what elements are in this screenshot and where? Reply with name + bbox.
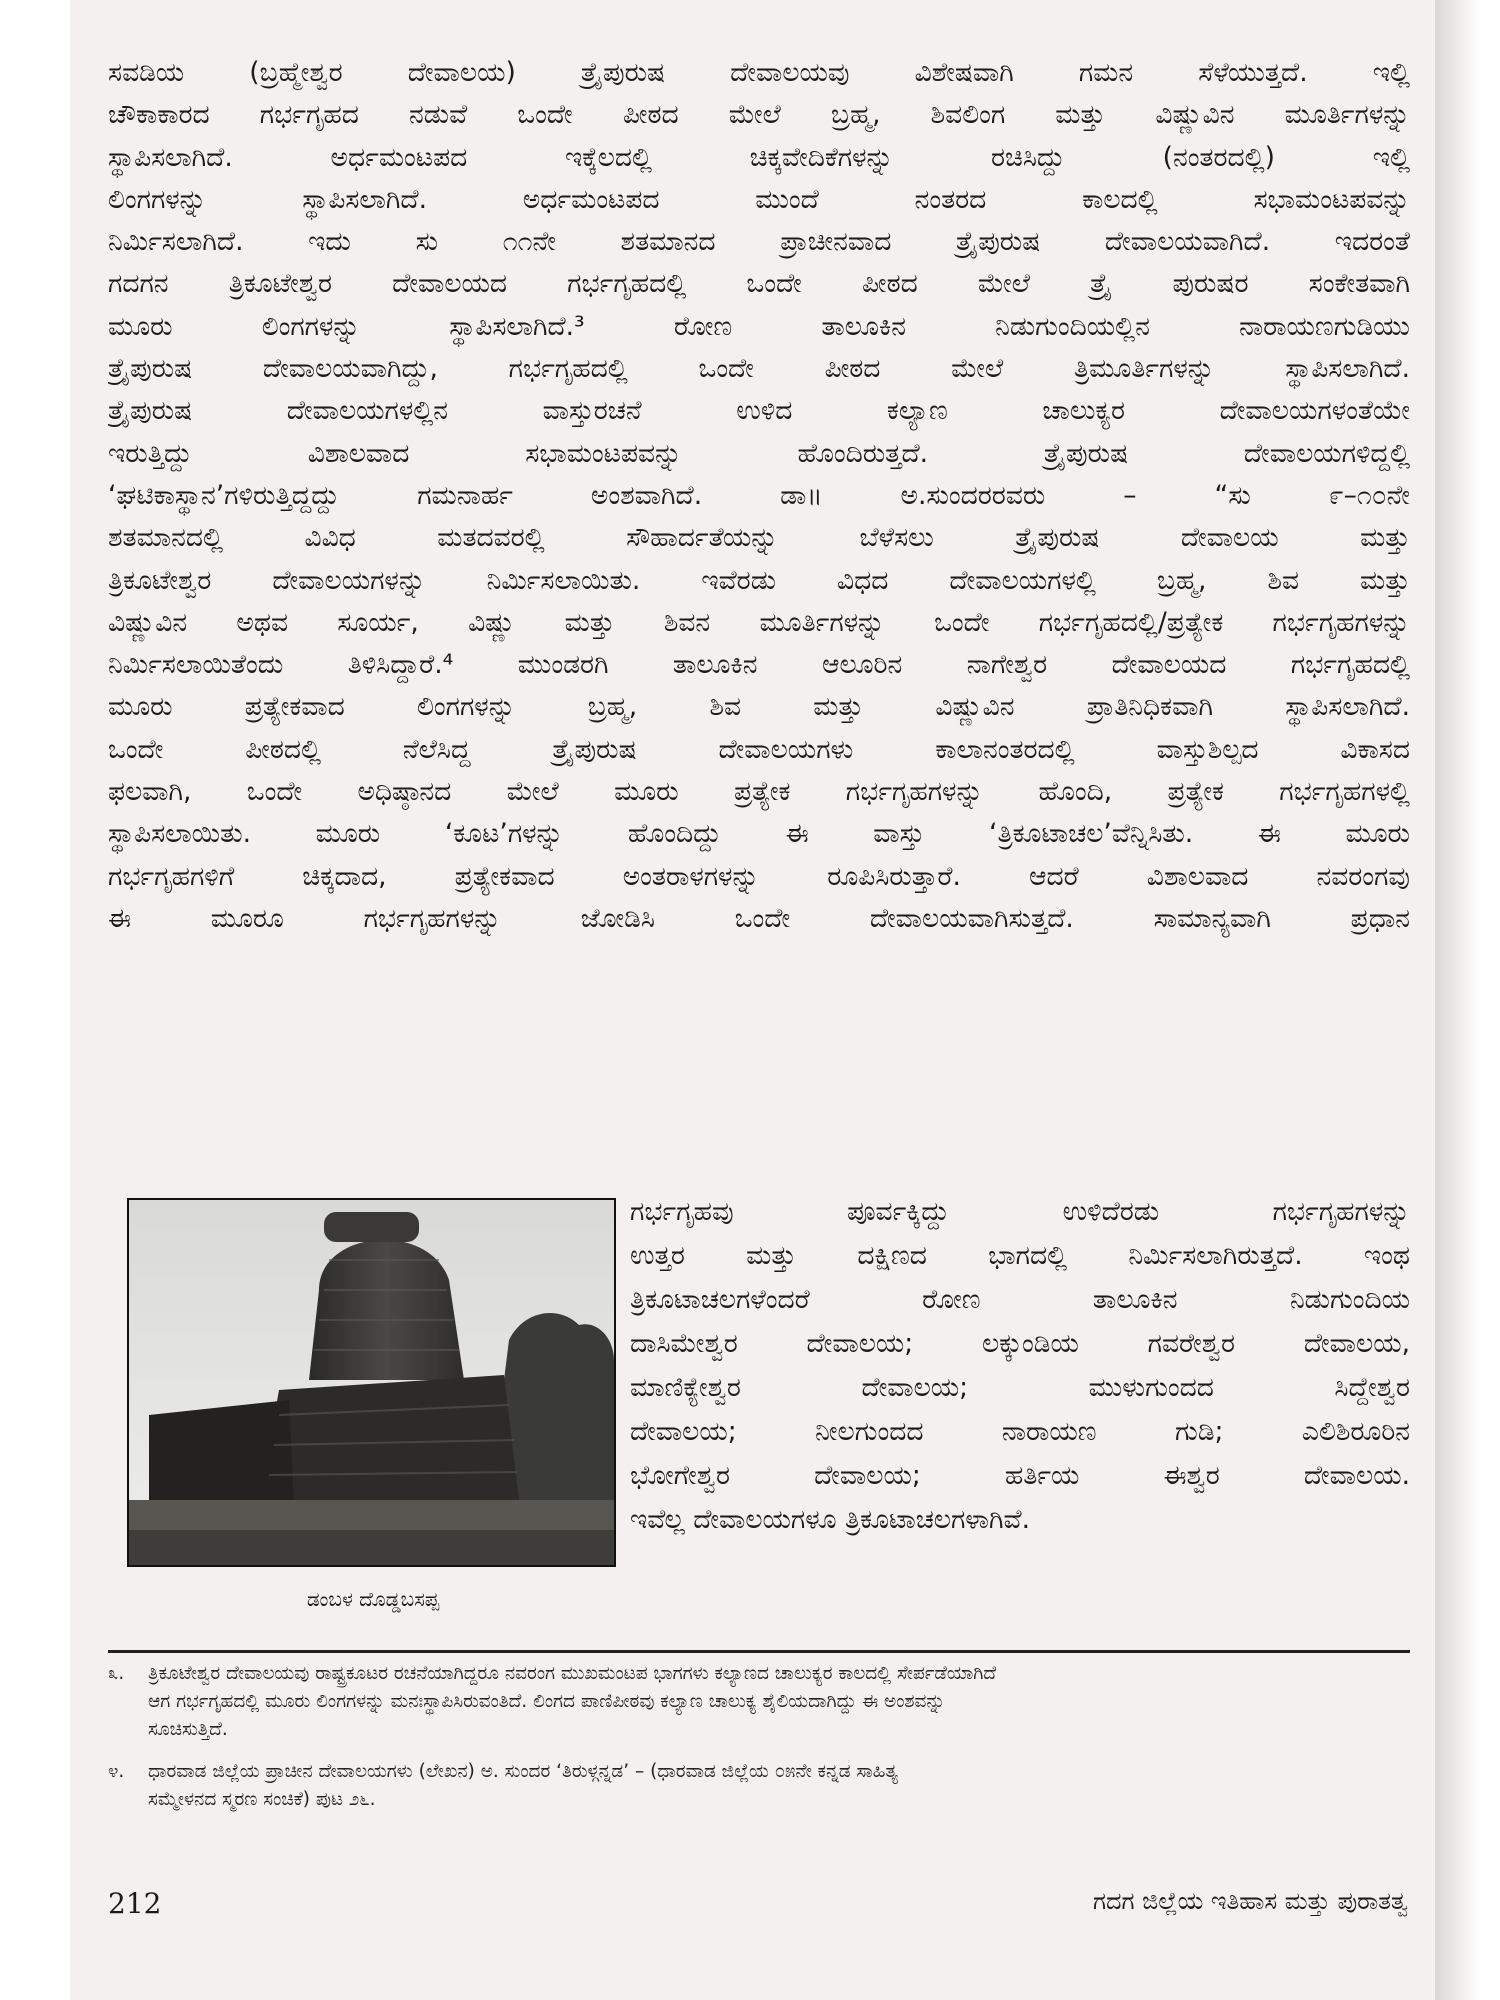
body-line: ನಿರ್ಮಿಸಲಾಯಿತೆಂದು ತಿಳಿಸಿದ್ದಾರೆ.⁴ ಮುಂಡರಗಿ ತಾಲೂಕಿನ ಆಲೂರಿನ ನಾಗೇಶ್ವರ ದೇವಾಲಯದ ಗರ್ಭಗೃಹದಲ್ಲಿ (108, 649, 1410, 681)
body-line: ಗರ್ಭಗೃಹಗಳಿಗೆ ಚಿಕ್ಕದಾದ, ಪ್ರತ್ಯೇಕವಾದ ಅಂತರಾಳಗಳನ್ನು ರೂಪಿಸಿರುತ್ತಾರೆ. ಆದರೆ ವಿಶಾಲವಾದ ನವರಂಗವು (108, 860, 1410, 892)
footnote (108, 1758, 1410, 1814)
body-line: ಇರುತ್ತಿದ್ದು ವಿಶಾಲವಾದ ಸಭಾಮಂಟಪವನ್ನು ಹೊಂದಿರುತ್ತದೆ. ತ್ರೈಪುರುಷ ದೇವಾಲಯಗಳಿದ್ದಲ್ಲಿ (108, 437, 1410, 469)
body-line: ಗರ್ಭಗೃಹವು ಪೂರ್ವಕ್ಕಿದ್ದು ಉಳಿದೆರಡು ಗರ್ಭಗೃಹಗಳನ್ನು (630, 1196, 1410, 1227)
footnotes (108, 1660, 1410, 1828)
body-line: ದಾಸಿಮೇಶ್ವರ ದೇವಾಲಯ; ಲಕ್ಕುಂಡಿಯ ಗವರೇಶ್ವರ ದೇವಾಲಯ, (630, 1328, 1410, 1359)
body-line: ಮೂರು ಲಿಂಗಗಳನ್ನು ಸ್ಥಾಪಿಸಲಾಗಿದೆ.³ ರೋಣ ತಾಲೂಕಿನ ನಿಡುಗುಂದಿಯಲ್ಲಿನ ನಾರಾಯಣಗುಡಿಯು (108, 310, 1410, 342)
footnote-line: ಆಗ ಗರ್ಭಗೃಹದಲ್ಲಿ ಮೂರು ಲಿಂಗಗಳನ್ನು ಮನಃಸ್ಥಾಪಿಸಿರುವಂತಿದೆ. ಲಿಂಗದ ಪಾಣಿಪೀಠವು ಕಲ್ಯಾಣ ಚಾಲುಕ್ಯ ಶೈಲಿಯದಾಗಿದ್ದು ಈ ಅಂಶವನ್ನು (148, 1691, 946, 1712)
body-line: ಲಿಂಗಗಳನ್ನು ಸ್ಥಾಪಿಸಲಾಗಿದೆ. ಅರ್ಧಮಂಟಪದ ಮುಂದೆ ನಂತರದ ಕಾಲದಲ್ಲಿ ಸಭಾಮಂಟಪವನ್ನು (108, 183, 1410, 215)
body-line: ದೇವಾಲಯ; ನೀಲಗುಂದದ ನಾರಾಯಣ ಗುಡಿ; ಎಲಿಶಿರೂರಿನ (630, 1416, 1410, 1447)
body-line: ತ್ರೈಪುರುಷ ದೇವಾಲಯವಾಗಿದ್ದು, ಗರ್ಭಗೃಹದಲ್ಲಿ ಒಂದೇ ಪೀಠದ ಮೇಲೆ ತ್ರಿಮೂರ್ತಿಗಳನ್ನು ಸ್ಥಾಪಿಸಲಾಗಿದೆ. (108, 353, 1410, 385)
main-body-text (108, 52, 1410, 940)
body-line: ತ್ರಿಕೂಟಾಚಲಗಳೆಂದರೆ ರೋಣ ತಾಲೂಕಿನ ನಿಡುಗುಂದಿಯ (630, 1284, 1410, 1315)
body-line: ಸ್ಥಾಪಿಸಲಾಯಿತು. ಮೂರು ‘ಕೂಟ’ಗಳನ್ನು ಹೊಂದಿದ್ದು ಈ ವಾಸ್ತು ‘ತ್ರಿಕೂಟಾಚಲ’ವೆನ್ನಿಸಿತು. ಈ ಮೂರು (108, 818, 1410, 850)
body-line: ತ್ರೈಪುರುಷ ದೇವಾಲಯಗಳಲ್ಲಿನ ವಾಸ್ತುರಚನೆ ಉಳಿದ ಕಲ್ಯಾಣ ಚಾಲುಕ್ಯರ ದೇವಾಲಯಗಳಂತೆಯೇ (108, 395, 1410, 427)
body-line: ಶತಮಾನದಲ್ಲಿ ವಿವಿಧ ಮತದವರಲ್ಲಿ ಸೌಹಾರ್ದತೆಯನ್ನು ಬೆಳೆಸಲು ತ್ರೈಪುರುಷ ದೇವಾಲಯ ಮತ್ತು (108, 522, 1410, 554)
temple-photo-image (129, 1200, 614, 1565)
body-line: ನಿರ್ಮಿಸಲಾಗಿದೆ. ಇದು ಸು ೧೧ನೇ ಶತಮಾನದ ಪ್ರಾಚೀನವಾದ ತ್ರೈಪುರುಷ ದೇವಾಲಯವಾಗಿದೆ. ಇದರಂತೆ (108, 226, 1410, 258)
footnote (108, 1660, 1410, 1744)
body-line: ಈ ಮೂರೂ ಗರ್ಭಗೃಹಗಳನ್ನು ಜೋಡಿಸಿ ಒಂದೇ ದೇವಾಲಯವಾಗಿಸುತ್ತದೆ. ಸಾಮಾನ್ಯವಾಗಿ ಪ್ರಧಾನ (108, 902, 1410, 934)
body-line: ಸವಡಿಯ (ಬ್ರಹ್ಮೇಶ್ವರ ದೇವಾಲಯ) ತ್ರೈಪುರುಷ ದೇವಾಲಯವು ವಿಶೇಷವಾಗಿ ಗಮನ ಸೆಳೆಯುತ್ತದೆ. ಇಲ್ಲಿ (108, 57, 1410, 88)
footnote-line: ಸೂಚಿಸುತ್ತಿದೆ. (148, 1719, 228, 1740)
footnote-number: ೩. (108, 1663, 125, 1684)
footnote-text (148, 1758, 1410, 1814)
body-line: ಒಂದೇ ಪೀಠದಲ್ಲಿ ನೆಲೆಸಿದ್ದ ತ್ರೈಪುರುಷ ದೇವಾಲಯಗಳು ಕಾಲಾನಂತರದಲ್ಲಿ ವಾಸ್ತುಶಿಲ್ಪದ ವಿಕಾಸದ (108, 733, 1410, 765)
body-line: ಚೌಕಾಕಾರದ ಗರ್ಭಗೃಹದ ನಡುವೆ ಒಂದೇ ಪೀಠದ ಮೇಲೆ ಬ್ರಹ್ಮ, ಶಿವಲಿಂಗ ಮತ್ತು ವಿಷ್ಣುವಿನ ಮೂರ್ತಿಗಳನ್ನು (108, 99, 1410, 131)
footnote-line: ಸಮ್ಮೇಳನದ ಸ್ಮರಣ ಸಂಚಿಕೆ) ಪುಟ ೨೬. (148, 1789, 376, 1810)
page-edge (1435, 0, 1500, 2000)
running-footer-title: ಗದಗ ಜಿಲ್ಲೆಯ ಇತಿಹಾಸ ಮತ್ತು ಪುರಾತತ್ವ (1092, 1887, 1408, 1915)
body-line: ಮೂರು ಪ್ರತ್ಯೇಕವಾದ ಲಿಂಗಗಳನ್ನು ಬ್ರಹ್ಮ, ಶಿವ ಮತ್ತು ವಿಷ್ಣುವಿನ ಪ್ರಾತಿನಿಧಿಕವಾಗಿ ಸ್ಥಾಪಿಸಲಾಗಿದೆ. (108, 691, 1410, 723)
page-number: 212 (108, 1887, 162, 1920)
temple-photo (127, 1198, 616, 1567)
body-line: ತ್ರಿಕೂಟೇಶ್ವರ ದೇವಾಲಯಗಳನ್ನು ನಿರ್ಮಿಸಲಾಯಿತು. ಇವೆರಡು ವಿಧದ ದೇವಾಲಯಗಳಲ್ಲಿ ಬ್ರಹ್ಮ, ಶಿವ ಮತ್ತು (108, 564, 1410, 596)
body-line: ಸ್ಥಾಪಿಸಲಾಗಿದೆ. ಅರ್ಧಮಂಟಪದ ಇಕ್ಕೆಲದಲ್ಲಿ ಚಿಕ್ಕವೇದಿಕೆಗಳನ್ನು ರಚಿಸಿದ್ದು (ನಂತರದಲ್ಲಿ) ಇಲ್ಲಿ (108, 141, 1410, 173)
body-line: ವಿಷ್ಣುವಿನ ಅಥವ ಸೂರ್ಯ, ವಿಷ್ಣು ಮತ್ತು ಶಿವನ ಮೂರ್ತಿಗಳನ್ನು ಒಂದೇ ಗರ್ಭಗೃಹದಲ್ಲಿ/ಪ್ರತ್ಯೇಕ ಗರ್ಭಗೃಹಗಳನ್ನು (108, 606, 1410, 638)
footnote-number: ೪. (108, 1761, 125, 1782)
footnote-line: ಧಾರವಾಡ ಜಿಲ್ಲೆಯ ಪ್ರಾಚೀನ ದೇವಾಲಯಗಳು (ಲೇಖನ) ಅ. ಸುಂದರ ‘ತಿರುಳ್ಗನ್ನಡ’ – (ಧಾರವಾಡ ಜಿಲ್ಲೆಯ ೦೫ನೇ ಕನ್ನಡ ಸಾಹಿತ್ಯ (148, 1761, 898, 1782)
footnote-line: ತ್ರಿಕೂಟೇಶ್ವರ ದೇವಾಲಯವು ರಾಷ್ಟ್ರಕೂಟರ ರಚನೆಯಾಗಿದ್ದರೂ ನವರಂಗ ಮುಖಮಂಟಪ ಭಾಗಗಳು ಕಲ್ಯಾಣದ ಚಾಲುಕ್ಯರ ಕಾಲದಲ್ಲಿ ಸೇರ್ಪಡೆಯಾಗಿದೆ (148, 1663, 997, 1684)
figure-caption: ಡಂಬಳ ದೊಡ್ಡಬಸಪ್ಪ (306, 1587, 440, 1611)
body-line: ‘ಘಟಿಕಾಸ್ಥಾನ’ಗಳಿರುತ್ತಿದ್ದದ್ದು ಗಮನಾರ್ಹ ಅಂಶವಾಗಿದೆ. ಡಾ॥ ಅ.ಸುಂದರರವರು – “ಸು ೯–೧೦ನೇ (108, 479, 1410, 511)
footnote-divider (108, 1650, 1410, 1653)
body-line: ಭೋಗೇಶ್ವರ ದೇವಾಲಯ; ಹರ್ತಿಯ ಈಶ್ವರ ದೇವಾಲಯ. (630, 1460, 1410, 1491)
body-line: ಮಾಣಿಕ್ಯೇಶ್ವರ ದೇವಾಲಯ; ಮುಳುಗುಂದದ ಸಿದ್ದೇಶ್ವರ (630, 1372, 1410, 1403)
body-line: ಇವೆಲ್ಲ ದೇವಾಲಯಗಳೂ ತ್ರಿಕೂಟಾಚಲಗಳಾಗಿವೆ. (630, 1504, 1031, 1535)
footnote-text (148, 1660, 1410, 1744)
body-line: ಫಲವಾಗಿ, ಒಂದೇ ಅಧಿಷ್ಠಾನದ ಮೇಲೆ ಮೂರು ಪ್ರತ್ಯೇಕ ಗರ್ಭಗೃಹಗಳನ್ನು ಹೊಂದಿ, ಪ್ರತ್ಯೇಕ ಗರ್ಭಗೃಹಗಳಲ್ಲಿ (108, 776, 1410, 808)
wrapped-body-text (630, 1190, 1410, 1542)
body-line: ಗದಗನ ತ್ರಿಕೂಟೇಶ್ವರ ದೇವಾಲಯದ ಗರ್ಭಗೃಹದಲ್ಲಿ ಒಂದೇ ಪೀಠದ ಮೇಲೆ ತ್ರೈ ಪುರುಷರ ಸಂಕೇತವಾಗಿ (108, 268, 1410, 300)
body-line: ಉತ್ತರ ಮತ್ತು ದಕ್ಷಿಣದ ಭಾಗದಲ್ಲಿ ನಿರ್ಮಿಸಲಾಗಿರುತ್ತದೆ. ಇಂಥ (630, 1240, 1410, 1271)
